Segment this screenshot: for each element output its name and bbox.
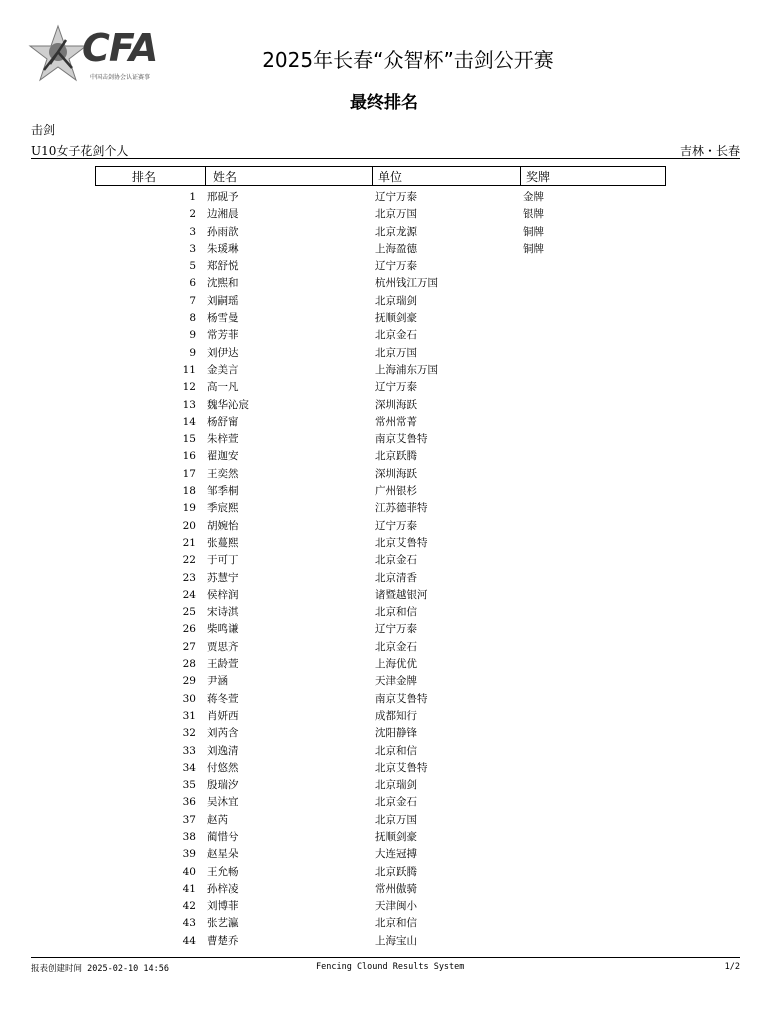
rank-cell: 9 (189, 346, 196, 359)
rank-cell: 11 (182, 363, 196, 376)
name-cell: 常芳菲 (207, 329, 239, 342)
name-cell: 张蔓熙 (207, 536, 239, 549)
footer-system: Fencing Clound Results System (316, 962, 465, 972)
club-cell: 北京金石 (375, 554, 417, 567)
club-cell: 辽宁万泰 (375, 519, 417, 532)
name-cell: 刘嗣瑶 (207, 294, 239, 307)
rank-cell: 5 (189, 260, 196, 273)
medal-cell: 银牌 (523, 208, 544, 221)
name-cell: 边湘晨 (207, 208, 239, 221)
name-cell: 朱瑗琳 (207, 242, 239, 255)
name-cell: 沈熙和 (207, 277, 239, 290)
rank-cell: 20 (182, 519, 196, 532)
name-cell: 苏慧宁 (207, 571, 239, 584)
name-cell: 刘芮含 (207, 727, 239, 740)
name-cell: 王允畅 (207, 865, 239, 878)
club-cell: 北京跃腾 (375, 865, 417, 878)
rank-cell: 39 (182, 848, 196, 861)
name-cell: 于可丁 (207, 554, 239, 567)
table-row (95, 708, 666, 725)
table-row (95, 431, 666, 448)
table-row (95, 812, 666, 829)
header-club: 单位 (378, 170, 403, 184)
club-cell: 深圳海跃 (375, 467, 417, 480)
rank-cell: 26 (182, 623, 196, 636)
table-row (95, 379, 666, 396)
footer-divider (31, 957, 740, 958)
name-cell: 郑舒悦 (207, 260, 239, 273)
name-cell: 魏华沁宸 (207, 398, 249, 411)
rank-cell: 18 (182, 485, 196, 498)
rank-cell: 27 (182, 640, 196, 653)
table-row (95, 846, 666, 863)
club-cell: 诸暨越银河 (375, 588, 428, 601)
name-cell: 殷瑞汐 (207, 779, 239, 792)
name-cell: 高一凡 (207, 381, 239, 394)
club-cell: 北京金石 (375, 329, 417, 342)
club-cell: 北京金石 (375, 796, 417, 809)
table-row (95, 691, 666, 708)
rank-cell: 38 (182, 830, 196, 843)
club-cell: 辽宁万泰 (375, 381, 417, 394)
name-cell: 曹楚乔 (207, 934, 239, 947)
rank-cell: 19 (182, 502, 196, 515)
club-cell: 上海盈德 (375, 242, 417, 255)
name-cell: 蔺惜兮 (207, 830, 239, 843)
table-row (95, 224, 666, 241)
table-row (95, 466, 666, 483)
rank-cell: 42 (182, 900, 196, 913)
club-cell: 上海优优 (375, 658, 417, 671)
header-divider-3 (520, 167, 521, 185)
name-cell: 宋诗淇 (207, 606, 239, 619)
club-cell: 天津闽小 (375, 900, 417, 913)
table-row (95, 414, 666, 431)
rank-cell: 41 (182, 882, 196, 895)
table-row (95, 829, 666, 846)
club-cell: 北京跃腾 (375, 450, 417, 463)
rank-cell: 15 (182, 433, 196, 446)
name-cell: 邹季桐 (207, 485, 239, 498)
club-cell: 北京和信 (375, 744, 417, 757)
table-row (95, 570, 666, 587)
club-cell: 南京艾鲁特 (375, 692, 428, 705)
name-cell: 尹涵 (207, 675, 228, 688)
medal-cell: 铜牌 (523, 225, 544, 238)
table-row (95, 397, 666, 414)
table-row (95, 327, 666, 344)
club-cell: 北京瑞剑 (375, 779, 417, 792)
club-cell: 北京万国 (375, 346, 417, 359)
rank-cell: 28 (182, 658, 196, 671)
club-cell: 上海宝山 (375, 934, 417, 947)
rank-cell: 6 (189, 277, 196, 290)
club-cell: 天津金牌 (375, 675, 417, 688)
page-title: 2025年长春“众智杯”击剑公开赛 (262, 48, 554, 72)
table-row (95, 310, 666, 327)
rank-cell: 35 (182, 779, 196, 792)
table-row (95, 241, 666, 258)
rank-cell: 40 (182, 865, 196, 878)
name-cell: 吴沐宜 (207, 796, 239, 809)
rank-cell: 29 (182, 675, 196, 688)
rank-cell: 32 (182, 727, 196, 740)
table-row (95, 448, 666, 465)
name-cell: 刘伊达 (207, 346, 239, 359)
club-cell: 常州常菁 (375, 415, 417, 428)
table-row (95, 345, 666, 362)
club-cell: 北京清香 (375, 571, 417, 584)
rank-cell: 31 (182, 709, 196, 722)
header-divider-1 (205, 167, 206, 185)
header-medal: 奖牌 (526, 170, 551, 184)
club-cell: 江苏德菲特 (375, 502, 428, 515)
ranking-table-body (95, 189, 666, 950)
rank-cell: 21 (182, 536, 196, 549)
club-cell: 沈阳静锋 (375, 727, 417, 740)
club-cell: 常州傲骑 (375, 882, 417, 895)
table-row (95, 864, 666, 881)
club-cell: 北京瑞剑 (375, 294, 417, 307)
club-cell: 上海浦东万国 (375, 363, 438, 376)
club-cell: 广州银杉 (375, 485, 417, 498)
name-cell: 赵星朵 (207, 848, 239, 861)
table-row (95, 293, 666, 310)
club-cell: 大连冠搏 (375, 848, 417, 861)
location-label: 吉林・长春 (679, 144, 740, 158)
table-row (95, 189, 666, 206)
table-row (95, 206, 666, 223)
rank-cell: 34 (182, 761, 196, 774)
header-name: 姓名 (213, 170, 238, 184)
name-cell: 柴鸣谦 (207, 623, 239, 636)
table-row (95, 673, 666, 690)
name-cell: 孙梓凌 (207, 882, 239, 895)
table-row (95, 552, 666, 569)
club-cell: 北京和信 (375, 917, 417, 930)
rank-cell: 23 (182, 571, 196, 584)
club-cell: 南京艾鲁特 (375, 433, 428, 446)
table-row (95, 258, 666, 275)
table-row (95, 725, 666, 742)
event-label: U10女子花剑个人 (31, 144, 129, 158)
club-cell: 北京万国 (375, 813, 417, 826)
rank-cell: 12 (182, 381, 196, 394)
rank-cell: 17 (182, 467, 196, 480)
club-cell: 北京万国 (375, 208, 417, 221)
cfa-logo-subtext: 中国击剑协会认证赛事 (90, 74, 151, 81)
page-subtitle: 最终排名 (350, 93, 418, 113)
rank-cell: 37 (182, 813, 196, 826)
name-cell: 胡婉怡 (207, 519, 239, 532)
table-row (95, 881, 666, 898)
table-row (95, 933, 666, 950)
table-row (95, 275, 666, 292)
name-cell: 季宸熙 (207, 502, 239, 515)
rank-cell: 3 (189, 242, 196, 255)
medal-cell: 金牌 (523, 191, 544, 203)
cfa-logo-text: CFA (82, 26, 158, 70)
name-cell: 朱梓萱 (207, 433, 239, 446)
table-row (95, 760, 666, 777)
name-cell: 赵芮 (207, 813, 228, 826)
club-cell: 北京和信 (375, 606, 417, 619)
table-row (95, 518, 666, 535)
rank-cell: 16 (182, 450, 196, 463)
club-cell: 抚顺剑豪 (375, 312, 417, 325)
rank-cell: 7 (189, 294, 196, 307)
footer-created: 报表创建时间 2025-02-10 14:56 (31, 964, 169, 974)
name-cell: 翟迦安 (207, 450, 239, 463)
rank-cell: 8 (189, 312, 196, 325)
rank-cell: 9 (189, 329, 196, 342)
header-divider-2 (372, 167, 373, 185)
rank-cell: 25 (182, 606, 196, 619)
club-cell: 抚顺剑豪 (375, 830, 417, 843)
name-cell: 杨舒甯 (207, 415, 239, 428)
name-cell: 王龄萱 (207, 658, 239, 671)
table-row (95, 500, 666, 517)
name-cell: 刘博菲 (207, 900, 239, 913)
name-cell: 邢砚予 (207, 191, 239, 203)
footer-page-number: 1/2 (724, 962, 740, 972)
table-row (95, 915, 666, 932)
club-cell: 北京龙源 (375, 225, 417, 238)
name-cell: 孙雨歆 (207, 225, 239, 238)
name-cell: 付悠然 (207, 761, 239, 774)
weapon-label: 击剑 (31, 123, 56, 137)
rank-cell: 44 (182, 934, 196, 947)
name-cell: 贾思齐 (207, 640, 239, 653)
table-row (95, 656, 666, 673)
name-cell: 侯梓润 (207, 588, 239, 601)
header-rank: 排名 (132, 170, 157, 184)
table-row (95, 535, 666, 552)
club-cell: 北京艾鲁特 (375, 761, 428, 774)
rank-cell: 36 (182, 796, 196, 809)
rank-cell: 14 (182, 415, 196, 428)
rank-cell: 22 (182, 554, 196, 567)
club-cell: 成都知行 (375, 709, 417, 722)
table-row (95, 621, 666, 638)
table-row (95, 483, 666, 500)
table-row (95, 743, 666, 760)
rank-cell: 24 (182, 588, 196, 601)
name-cell: 肖妍西 (207, 709, 239, 722)
medal-cell: 铜牌 (523, 242, 544, 255)
club-cell: 辽宁万泰 (375, 260, 417, 273)
rank-cell: 33 (182, 744, 196, 757)
name-cell: 王奕然 (207, 467, 239, 480)
club-cell: 北京金石 (375, 640, 417, 653)
club-cell: 北京艾鲁特 (375, 536, 428, 549)
name-cell: 杨雪曼 (207, 312, 239, 325)
rank-cell: 3 (189, 225, 196, 238)
table-row (95, 794, 666, 811)
table-row (95, 604, 666, 621)
table-row (95, 898, 666, 915)
club-cell: 深圳海跃 (375, 398, 417, 411)
table-row (95, 639, 666, 656)
club-cell: 杭州钱江万国 (375, 277, 438, 290)
club-cell: 辽宁万泰 (375, 623, 417, 636)
name-cell: 金美言 (207, 363, 239, 376)
club-cell: 辽宁万泰 (375, 191, 417, 203)
rank-cell: 43 (182, 917, 196, 930)
name-cell: 蒋冬萱 (207, 692, 239, 705)
name-cell: 张艺瀛 (207, 917, 239, 930)
name-cell: 刘逸清 (207, 744, 239, 757)
table-row (95, 777, 666, 794)
rank-cell: 2 (189, 208, 196, 221)
table-row (95, 587, 666, 604)
rank-cell: 30 (182, 692, 196, 705)
header-divider (31, 158, 740, 159)
table-header (95, 166, 666, 186)
rank-cell: 13 (182, 398, 196, 411)
rank-cell: 1 (189, 191, 196, 203)
table-row (95, 362, 666, 379)
